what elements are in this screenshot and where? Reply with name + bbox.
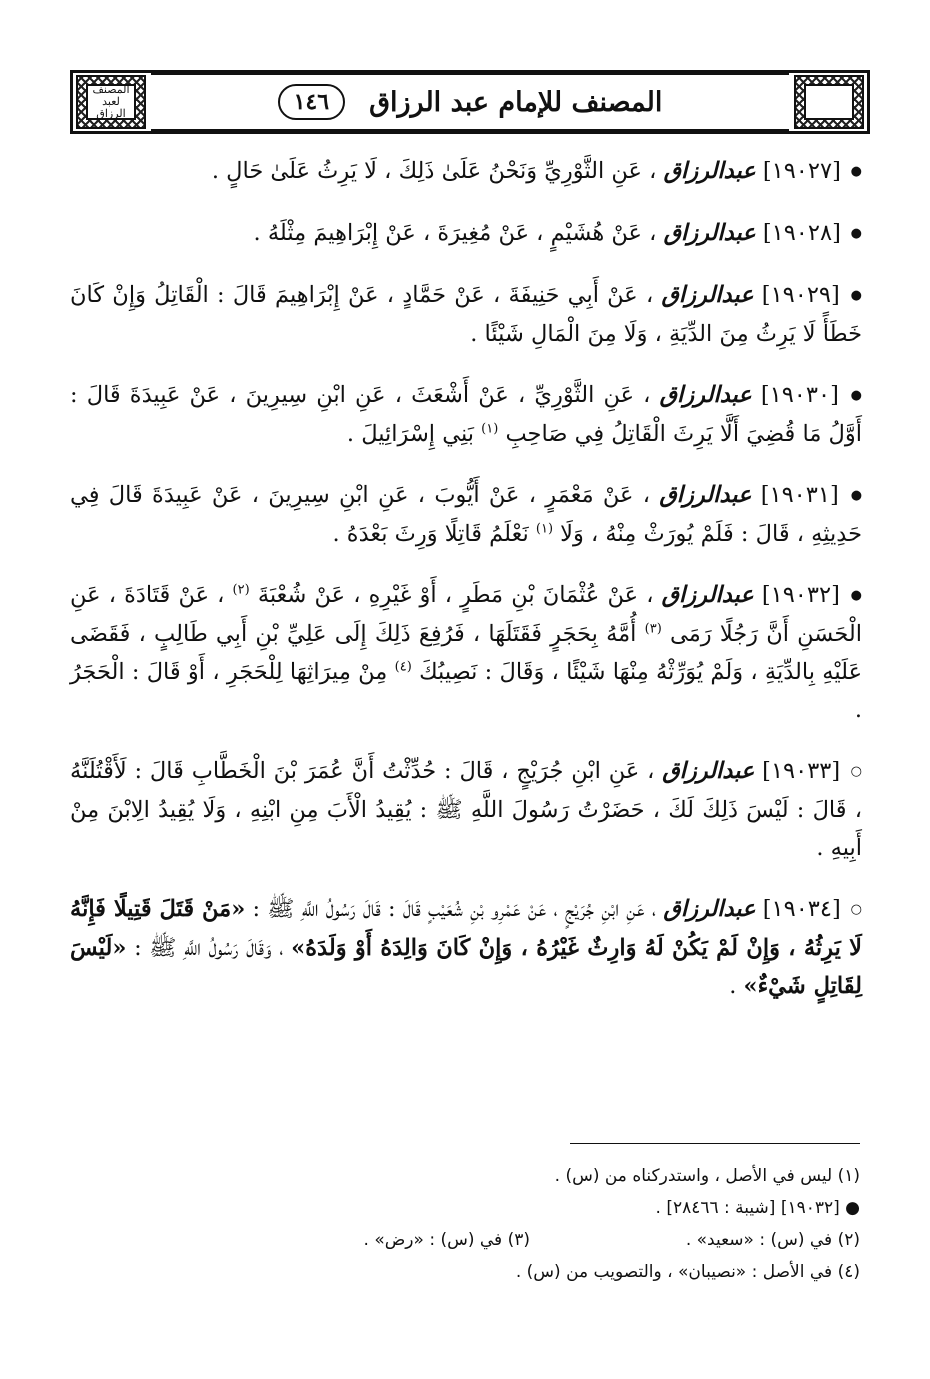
ornament-right (794, 75, 864, 129)
footnote-row (70, 1224, 860, 1256)
hollow-circle-marker: ○ (850, 764, 862, 779)
narrator-name: عبدالرزاق (659, 382, 752, 408)
footnote-ref: (٢) (232, 582, 250, 598)
narrator-name: عبدالرزاق (661, 282, 754, 308)
entry-number: [١٩٠٢٩] (761, 282, 840, 308)
entry-19034 (70, 890, 862, 1005)
entry-number: [١٩٠٢٧] (762, 158, 841, 184)
entry-number: [١٩٠٣١] (760, 482, 839, 508)
entry-text: ، عَنِ الثَّوْرِيِّ ، عَنْ أَشْعَثَ ، عَنِ ابْنِ سِيرِينَ ، عَنْ عَبِيدَةَ قَالَ : أَوَّلُ مَا قُضِيَ أَلَّا يَرِثَ الْقَاتِلُ فِي صَاحِبِ (70, 382, 862, 447)
ornament-left (76, 75, 146, 129)
filled-circle-marker: ● (850, 388, 862, 403)
narrator-name: عبدالرزاق (662, 758, 755, 784)
entry-number: [١٩٠٢٨] (762, 220, 841, 246)
entry-19031 (70, 476, 862, 553)
hadith-quote: «لَيْسَ لِقَاتِلٍ شَيْءٌ» (70, 935, 862, 999)
entry-19030 (70, 376, 862, 453)
entry-number: [١٩٠٣٤] (762, 896, 841, 922)
entry-19033 (70, 752, 862, 867)
footnote-ref: (١) (535, 521, 554, 537)
narrator-name: عبدالرزاق (663, 158, 756, 184)
narrator-name: عبدالرزاق (661, 582, 754, 608)
footnote-2: (٢) في (س) : «سعيد» . (685, 1230, 860, 1250)
entry-text: أُمَّهُ بِحَجَرٍ فَقَتَلَهَا ، فَرُفِعَ ذَلِكَ إِلَى عَلِيِّ بْنِ أَبِي طَالِبٍ ، فَقَضَى عَلَيْهِ بِالدِّيَةِ ، وَلَمْ يُوَرِّثْهُ مِنْهَا شَيْئًا ، وَقَالَ : نَصِيبُكَ (70, 621, 863, 685)
narrator-name: عبدالرزاق (663, 896, 756, 922)
footnote-source: ● [١٩٠٣٢] [شيبة : ٢٨٤٦٦] . (655, 1198, 860, 1218)
ornament-right-inner (804, 84, 854, 120)
entry-text: ، عَنْ قَتَادَةَ ، عَنِ الْحَسَنِ أَنَّ رَجُلًا رَمَى (70, 582, 862, 647)
entry-19027 (70, 152, 862, 191)
entry-text: نَعْلَمُ قَاتِلًا وَرِثَ بَعْدَهُ . (332, 521, 529, 547)
narrator-name: عبدالرزاق (663, 220, 756, 246)
footnote-ref: (٤) (394, 659, 412, 675)
entry-text: مِنْ مِيرَاثِهَا لِلْحَجَرِ ، أَوْ قَالَ : الْحَجَرُ . (70, 659, 862, 723)
entry-text: بَنِي إِسْرَائِيلَ . (346, 421, 475, 447)
narrator-name: عبدالرزاق (659, 482, 752, 508)
entry-text: ، عَنِ ابْنِ جُرَيْجٍ ، قَالَ : حُدِّثْتُ أَنَّ عُمَرَ بْنَ الْخَطَّابِ قَالَ : لَأَقْتُلَنَّهُ ، قَالَ : لَيْسَ ذَلِكَ لَكَ ، حَضَرْتُ رَسُولَ اللَّهِ ﷺ : يُقِيدُ الْأَبَ مِنِ ابْنِهِ ، وَلَا يُقِيدُ الِابْنَ مِنْ أَبِيهِ . (70, 758, 862, 861)
entry-text: ، عَنْ أَبِي حَنِيفَةَ ، عَنْ حَمَّادٍ ، عَنْ إِبْرَاهِيمَ قَالَ : الْقَاتِلُ وَإِنْ كَانَ خَطَأً لَا يَرِثُ مِنَ الدِّيَةِ ، وَلَا مِنَ الْمَالِ شَيْئًا . (70, 282, 862, 347)
entry-text: ، وَقَالَ رَسُولُ اللَّهِ ﷺ : (134, 935, 284, 961)
entry-text: ، عَنِ الثَّوْرِيِّ وَنَحْنُ عَلَىٰ ذَلِكَ ، لَا يَرِثُ عَلَىٰ حَالٍ . (211, 158, 657, 184)
entry-text: ، عَنْ هُشَيْمٍ ، عَنْ مُغِيرَةَ ، عَنْ إِبْرَاهِيمَ مِثْلَهُ . (253, 220, 657, 246)
entry-number: [١٩٠٣٠] (760, 382, 839, 408)
footnotes (70, 1160, 860, 1288)
footnote-1: (١) ليس في الأصل ، واستدركناه من (س) . (554, 1166, 860, 1186)
filled-circle-marker: ● (850, 288, 862, 303)
filled-circle-marker: ● (850, 488, 863, 503)
entry-number: [١٩٠٣٢] (761, 582, 840, 608)
ornament-left-text: المصنف لعبد الرزاق (86, 84, 136, 120)
entry-text: ، عَنْ مَعْمَرٍ ، عَنْ أَيُّوبَ ، عَنِ ابْنِ سِيرِينَ ، عَنْ عَبِيدَةَ قَالَ فِي حَدِيثِهِ ، قَالَ : فَلَمْ يُورَثْ مِنْهُ ، وَلَا (70, 482, 862, 547)
footnote-divider (570, 1143, 860, 1144)
footnote-4: (٤) في الأصل : «نصيبان» ، والتصويب من (س) . (515, 1262, 860, 1282)
page-number: ١٤٦ (278, 84, 345, 120)
hollow-circle-marker: ○ (850, 902, 862, 917)
entry-text: ، عَنْ عُثْمَانَ بْنِ مَطَرٍ ، أَوْ غَيْرِهِ ، عَنْ شُعْبَةَ (257, 582, 654, 608)
footnote-3: (٣) في (س) : «رض» . (363, 1230, 530, 1250)
main-text (70, 152, 862, 1028)
hadith-quote: «مَنْ قَتَلَ قَتِيلًا فَإِنَّهُ لَا يَرِثُهُ ، وَإِنْ لَمْ يَكُنْ لَهُ وَارِثٌ غَيْرُهُ ، وَإِنْ كَانَ وَالِدَهُ أَوْ وَلَدَهُ» (70, 896, 863, 961)
entry-text: ، عَنِ ابْنِ جُرَيْجٍ ، عَنْ عَمْرِو بْنِ شُعَيْبٍ قَالَ : قَالَ رَسُولُ اللَّهِ ﷺ : (252, 896, 657, 922)
entry-19028 (70, 214, 862, 253)
filled-circle-marker: ● (850, 164, 862, 179)
entry-19029 (70, 276, 862, 353)
filled-circle-marker: ● (850, 226, 862, 241)
page-title: المصنف للإمام عبد الرزاق (369, 86, 663, 118)
header-center (151, 73, 789, 131)
entry-19032 (70, 576, 862, 729)
page-header (70, 70, 870, 134)
filled-circle-marker: ● (850, 588, 862, 603)
footnote-ref: (١) (481, 421, 499, 437)
footnote-ref: (٣) (644, 621, 662, 637)
entry-number: [١٩٠٣٣] (762, 758, 841, 784)
entry-text: . (729, 973, 737, 999)
